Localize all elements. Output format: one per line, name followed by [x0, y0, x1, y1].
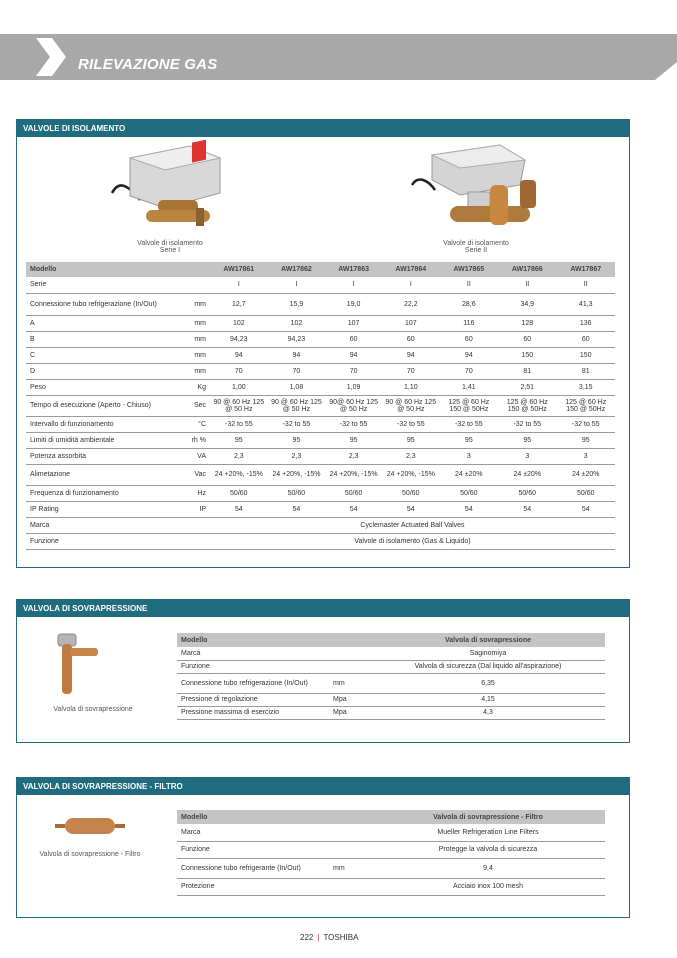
table-cell: 94	[382, 347, 440, 363]
table-cell: rh %	[176, 432, 210, 448]
valve-series-1-image	[110, 138, 225, 233]
table-cell: Protezione	[177, 878, 331, 895]
page-title: RILEVAZIONE GAS	[78, 56, 218, 73]
table-cell: 3	[498, 448, 556, 464]
table-cell: Funzione	[177, 660, 331, 673]
filter-table	[177, 810, 605, 896]
table-cell: 24 ±20%	[556, 464, 615, 485]
table-cell: Connessione tubo refrigerante (In/Out)	[177, 858, 331, 878]
table-cell: Potenza assorbita	[26, 448, 176, 464]
col-header: AW17866	[498, 262, 556, 277]
section-title: VALVOLA DI SOVRAPRESSIONE	[17, 600, 629, 617]
table-cell: Marca	[177, 824, 331, 841]
table-cell: 12,7	[210, 293, 268, 315]
valve-series-2-image	[410, 140, 550, 235]
pressure-valve-table	[177, 633, 605, 720]
section-title: VALVOLA DI SOVRAPRESSIONE - FILTRO	[17, 778, 629, 795]
table-cell: 136	[556, 315, 615, 331]
table-cell: 1,08	[268, 379, 326, 395]
footer-divider: |	[317, 933, 320, 942]
table-cell: 22,2	[382, 293, 440, 315]
col-header: AW17862	[268, 262, 326, 277]
table-cell: 90 @ 60 Hz 125 @ 50 Hz	[268, 395, 326, 416]
table-cell: 54	[210, 501, 268, 517]
table-cell: 50/60	[556, 485, 615, 501]
table-cell: Kg	[176, 379, 210, 395]
table-cell: 54	[556, 501, 615, 517]
caption-series-1	[110, 240, 230, 254]
table-cell	[331, 824, 371, 841]
table-cell: II	[556, 277, 615, 293]
table-cell: 34,9	[498, 293, 556, 315]
table-cell: 24 ±20%	[498, 464, 556, 485]
table-cell: 24 ±20%	[440, 464, 498, 485]
table-cell: 150	[498, 347, 556, 363]
table-cell: 60	[556, 331, 615, 347]
col-header: Modello	[177, 810, 331, 824]
table-header-row	[177, 810, 605, 824]
caption-pressure-valve: Valvola di sovrapressione	[53, 706, 133, 713]
table-cell: 125 @ 60 Hz 150 @ 50Hz	[498, 395, 556, 416]
table-cell: 1,10	[382, 379, 440, 395]
table-cell: Protegge la valvola di sicurezza	[371, 841, 605, 858]
table-row	[177, 858, 605, 878]
table-cell: 90 @ 60 Hz 125 @ 50 Hz	[210, 395, 268, 416]
table-cell: 125 @ 60 Hz 150 @ 50Hz	[556, 395, 615, 416]
table-cell: 54	[325, 501, 382, 517]
table-cell: 41,3	[556, 293, 615, 315]
section-title: VALVOLE DI ISOLAMENTO	[17, 120, 629, 137]
table-cell: Peso	[26, 379, 176, 395]
table-row	[26, 485, 615, 501]
table-cell: 107	[325, 315, 382, 331]
table-cell: Serie	[26, 277, 176, 293]
table-header-row	[177, 633, 605, 647]
table-cell: Tempo di esecuzione (Aperto - Chiuso)	[26, 395, 176, 416]
table-cell: Sec	[176, 395, 210, 416]
table-cell: 50/60	[210, 485, 268, 501]
table-cell: 2,3	[268, 448, 326, 464]
table-cell: 4,3	[371, 706, 605, 719]
table-cell: 95	[325, 432, 382, 448]
table-cell: Saginomiya	[371, 647, 605, 660]
table-cell: VA	[176, 448, 210, 464]
table-cell: II	[498, 277, 556, 293]
table-cell: 50/60	[498, 485, 556, 501]
table-cell: 3,15	[556, 379, 615, 395]
table-cell: 95	[556, 432, 615, 448]
table-cell: 116	[440, 315, 498, 331]
table-cell: -32 to 55	[325, 416, 382, 432]
table-row	[26, 331, 615, 347]
pressure-valve-image	[52, 630, 102, 700]
table-row	[177, 647, 605, 660]
table-row	[26, 379, 615, 395]
table-cell: mm	[176, 347, 210, 363]
table-row	[26, 533, 615, 549]
table-cell: 15,9	[268, 293, 326, 315]
table-cell: Connessione tubo refrigerazione (In/Out)	[177, 673, 331, 693]
table-row	[177, 878, 605, 895]
table-cell: Marca	[26, 517, 210, 533]
table-cell: I	[382, 277, 440, 293]
table-cell: -32 to 55	[440, 416, 498, 432]
table-cell: 2,51	[498, 379, 556, 395]
table-cell: 2,3	[325, 448, 382, 464]
table-cell: 60	[325, 331, 382, 347]
table-cell: II	[440, 277, 498, 293]
table-row	[26, 363, 615, 379]
table-cell: 81	[498, 363, 556, 379]
table-cell: 95	[268, 432, 326, 448]
table-cell: 94	[440, 347, 498, 363]
table-cell: Funzione	[26, 533, 210, 549]
table-cell: B	[26, 331, 176, 347]
table-cell: 4,15	[371, 693, 605, 706]
table-cell: 1,41	[440, 379, 498, 395]
table-cell: -32 to 55	[556, 416, 615, 432]
col-header: Valvola di sovrapressione	[371, 633, 605, 647]
table-cell: mm	[176, 363, 210, 379]
caption-line: Serie II	[464, 247, 488, 254]
caption-line: Valvole di isolamento	[137, 240, 203, 247]
page-banner	[0, 34, 677, 80]
filter-image	[55, 815, 125, 837]
table-cell: 70	[325, 363, 382, 379]
table-header-row	[26, 262, 615, 277]
table-row	[26, 315, 615, 331]
table-row	[26, 517, 615, 533]
table-cell: 60	[440, 331, 498, 347]
table-row	[26, 416, 615, 432]
table-cell: Marca	[177, 647, 331, 660]
table-cell: 50/60	[440, 485, 498, 501]
table-cell: D	[26, 363, 176, 379]
table-cell: 95	[210, 432, 268, 448]
table-cell: 94	[325, 347, 382, 363]
table-cell: 3	[556, 448, 615, 464]
page-number: 222	[300, 933, 314, 942]
table-row	[177, 824, 605, 841]
table-cell: 6,35	[371, 673, 605, 693]
table-cell: 94	[268, 347, 326, 363]
table-cell: 90 @ 60 Hz 125 @ 50 Hz	[382, 395, 440, 416]
col-header: Modello	[177, 633, 331, 647]
table-row	[26, 293, 615, 315]
table-cell: I	[325, 277, 382, 293]
table-cell: Valvola di sicurezza (Dal liquido all'aspirazione)	[371, 660, 605, 673]
table-row	[177, 706, 605, 719]
table-cell: 2,3	[210, 448, 268, 464]
table-cell: 1,09	[325, 379, 382, 395]
page-footer	[300, 933, 358, 942]
table-cell: Acciaio inox 100 mesh	[371, 878, 605, 895]
table-cell: 70	[268, 363, 326, 379]
table-cell: IP	[176, 501, 210, 517]
caption-line: Valvole di isolamento	[443, 240, 509, 247]
table-cell: Limiti di umidità ambientale	[26, 432, 176, 448]
table-cell: 28,6	[440, 293, 498, 315]
table-row	[26, 347, 615, 363]
footer-brand: TOSHIBA	[323, 933, 359, 942]
table-cell	[176, 277, 210, 293]
table-cell	[331, 660, 371, 673]
table-row	[177, 673, 605, 693]
col-header: AW17863	[325, 262, 382, 277]
table-cell: 54	[498, 501, 556, 517]
table-cell: 95	[440, 432, 498, 448]
table-cell: Alimetazione	[26, 464, 176, 485]
table-cell: mm	[176, 315, 210, 331]
table-cell: 128	[498, 315, 556, 331]
table-cell: 102	[210, 315, 268, 331]
table-cell: Cyclemaster Actuated Ball Valves	[210, 517, 615, 533]
table-cell: C	[26, 347, 176, 363]
table-cell: 50/60	[268, 485, 326, 501]
table-cell: 9,4	[371, 858, 605, 878]
col-header: AW17861	[210, 262, 268, 277]
table-cell: 54	[440, 501, 498, 517]
table-cell: 95	[382, 432, 440, 448]
table-cell: 125 @ 60 Hz 150 @ 50Hz	[440, 395, 498, 416]
table-cell: Frequenza di funzionamento	[26, 485, 176, 501]
table-cell: 94,23	[210, 331, 268, 347]
table-cell: mm	[176, 293, 210, 315]
table-cell: 19,0	[325, 293, 382, 315]
table-cell: -32 to 55	[382, 416, 440, 432]
table-row	[26, 432, 615, 448]
table-cell: Pressione di regolazione	[177, 693, 331, 706]
table-cell: 54	[382, 501, 440, 517]
table-row	[26, 464, 615, 485]
table-cell: Connessione tubo refrigerazione (In/Out)	[26, 293, 176, 315]
table-cell: 95	[498, 432, 556, 448]
table-row	[26, 277, 615, 293]
table-cell: 60	[498, 331, 556, 347]
caption-series-2	[416, 240, 536, 254]
table-cell: Vac	[176, 464, 210, 485]
table-cell: 24 +20%, -15%	[382, 464, 440, 485]
col-header	[331, 633, 371, 647]
table-cell: 1,00	[210, 379, 268, 395]
table-row	[26, 448, 615, 464]
table-cell: 90@ 60 Hz 125 @ 50 Hz	[325, 395, 382, 416]
table-row	[26, 395, 615, 416]
table-row	[177, 660, 605, 673]
table-cell: 81	[556, 363, 615, 379]
table-cell: A	[26, 315, 176, 331]
col-header	[176, 262, 210, 277]
table-cell: mm	[176, 331, 210, 347]
table-cell: -32 to 55	[210, 416, 268, 432]
table-cell: Intervallo di funzionamento	[26, 416, 176, 432]
col-header: Modello	[26, 262, 176, 277]
table-cell: IP Rating	[26, 501, 176, 517]
table-cell: °C	[176, 416, 210, 432]
caption-line: Serie I	[159, 247, 181, 254]
table-cell: mm	[331, 673, 371, 693]
table-cell: mm	[331, 858, 371, 878]
table-cell: 60	[382, 331, 440, 347]
table-row	[177, 693, 605, 706]
col-header: AW17867	[556, 262, 615, 277]
table-cell: 2,3	[382, 448, 440, 464]
caption-filter: Valvola di sovrapressione - Filtro	[39, 851, 141, 858]
col-header: AW17864	[382, 262, 440, 277]
table-cell: 54	[268, 501, 326, 517]
table-cell: 24 +20%, -15%	[210, 464, 268, 485]
table-cell: 150	[556, 347, 615, 363]
table-cell: 102	[268, 315, 326, 331]
table-cell: 70	[440, 363, 498, 379]
table-cell: 3	[440, 448, 498, 464]
col-header: AW17865	[440, 262, 498, 277]
table-row	[177, 841, 605, 858]
table-cell: Hz	[176, 485, 210, 501]
table-cell: Mueller Refrigeration Line Filters	[371, 824, 605, 841]
col-header	[331, 810, 371, 824]
table-cell: I	[268, 277, 326, 293]
table-cell: Pressione massima di esercizio	[177, 706, 331, 719]
table-cell: 70	[210, 363, 268, 379]
table-cell: 94	[210, 347, 268, 363]
table-cell: 50/60	[382, 485, 440, 501]
table-cell: 107	[382, 315, 440, 331]
table-cell: 50/60	[325, 485, 382, 501]
table-cell: -32 to 55	[498, 416, 556, 432]
table-cell	[331, 841, 371, 858]
table-row	[26, 501, 615, 517]
table-cell: Funzione	[177, 841, 331, 858]
table-cell: I	[210, 277, 268, 293]
isolation-valves-table	[26, 262, 615, 550]
table-cell	[331, 647, 371, 660]
table-cell: Mpa	[331, 706, 371, 719]
table-cell: 70	[382, 363, 440, 379]
table-cell: Mpa	[331, 693, 371, 706]
col-header: Valvola di sovrapressione - Filtro	[371, 810, 605, 824]
table-cell: Valvole di isolamento (Gas & Liquido)	[210, 533, 615, 549]
table-cell: 94,23	[268, 331, 326, 347]
table-cell: 24 +20%, -15%	[325, 464, 382, 485]
table-cell: 24 +20%, -15%	[268, 464, 326, 485]
table-cell: -32 to 55	[268, 416, 326, 432]
table-cell	[331, 878, 371, 895]
